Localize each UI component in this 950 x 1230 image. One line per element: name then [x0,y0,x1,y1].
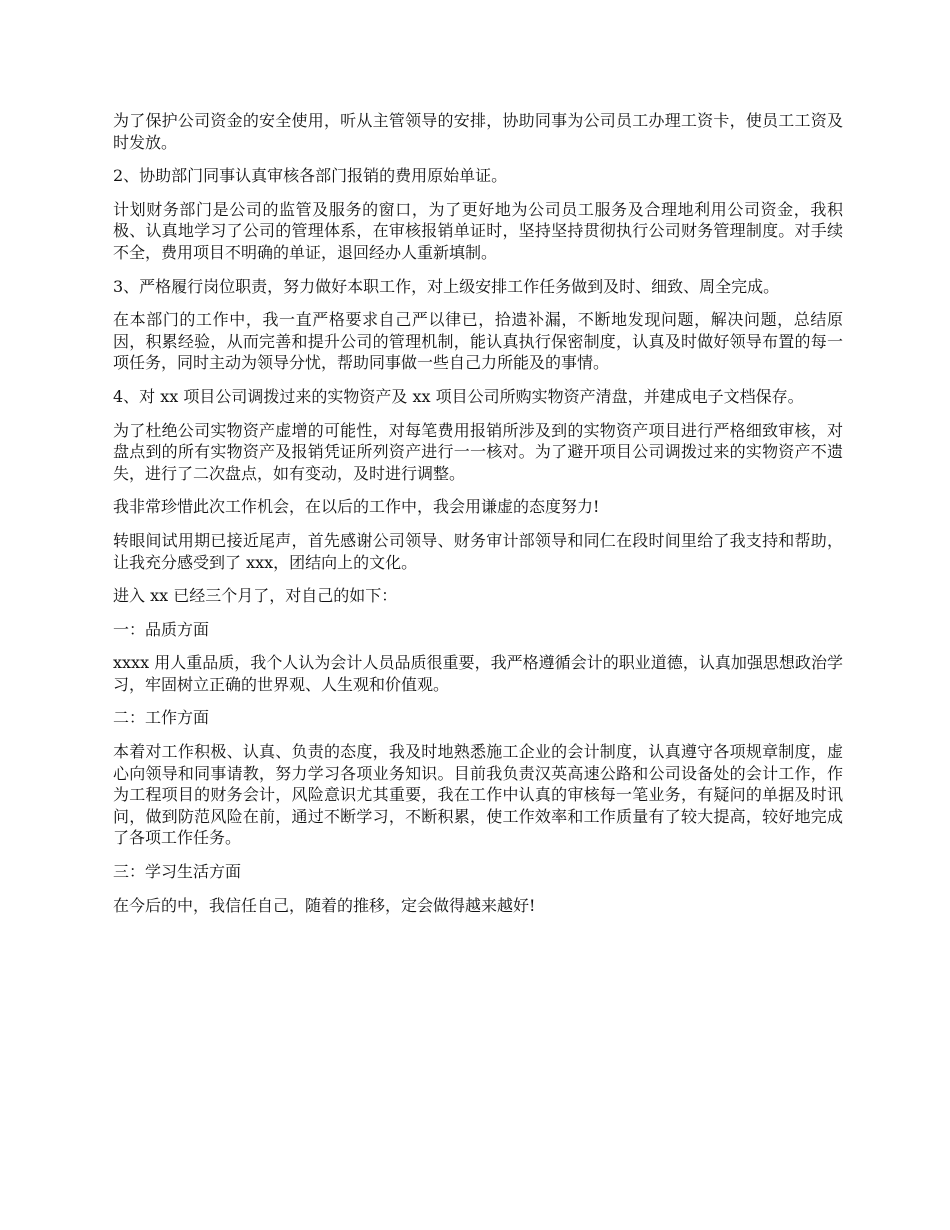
paragraph-asset-audit: 为了杜绝公司实物资产虚增的可能性，对每笔费用报销所涉及到的实物资产项目进行严格细致审核，对盘点到的所有实物资产及报销凭证所列资产进行一一核对。为了避开项目公司调拨过来的实物资产不遗失，进行了二次盘点，如有变动，及时进行调整。 [113,420,843,483]
paragraph-department-work: 在本部门的工作中，我一直严格要求自己严以律已，拾遗补漏，不断地发现问题，解决问题，总结原因，积累经验，从而完善和提升公司的管理机制，能认真执行保密制度，认真及时做好领导布置的每一项任务，同时主动为领导分忧，帮助同事做一些自己力所能及的事情。 [113,310,843,373]
document-page [113,110,843,928]
section-heading-work: 二：工作方面 [113,708,210,728]
paragraph-three-months: 进入 xx 已经三个月了，对自己的如下： [113,586,398,606]
paragraph-item-4-heading: 4、对 xx 项目公司调拨过来的实物资产及 xx 项目公司所购实物资产清盘，并建成电子文档保存。 [113,386,804,406]
paragraph-finance-window: 计划财务部门是公司的监管及服务的窗口，为了更好地为公司员工服务及合理地利用公司资金，我积极、认真地学习了公司的管理体系，在审核报销单证时，坚持坚持贯彻执行公司财务管理制度。对手续不全，费用项目不明确的单证，退回经办人重新填制。 [113,199,843,262]
section-heading-quality: 一：品质方面 [113,619,210,639]
paragraph-item-3-heading: 3、严格履行岗位职责，努力做好本职工作，对上级安排工作任务做到及时、细致、周全完成。 [113,276,780,296]
paragraph-item-2-heading: 2、协助部门同事认真审核各部门报销的费用原始单证。 [113,166,508,186]
paragraph-salary-card: 为了保护公司资金的安全使用，听从主管领导的安排，协助同事为公司员工办理工资卡，使员工工资及时发放。 [113,111,843,152]
paragraph-cherish-opportunity: 我非常珍惜此次工作机会，在以后的工作中，我会用谦虚的态度努力! [113,497,600,517]
paragraph-probation-thanks: 转眼间试用期已接近尾声，首先感谢公司领导、财务审计部领导和同仁在段时间里给了我支持和帮助，让我充分感受到了 xxx，团结向上的文化。 [113,530,843,572]
section-heading-study-life: 三：学习生活方面 [113,862,242,882]
paragraph-quality: xxxx 用人重品质，我个人认为会计人员品质很重要，我严格遵循会计的职业道德，认真加强思想政治学习，牢固树立正确的世界观、人生观和价值观。 [113,653,843,694]
paragraph-closing: 在今后的中，我信任自己，随着的推移，定会做得越来越好! [113,895,536,915]
paragraph-work: 本着对工作积极、认真、负责的态度，我及时地熟悉施工企业的会计制度，认真遵守各项规章制度，虚心向领导和同事请教，努力学习各项业务知识。目前我负责汉英高速公路和公司设备处的会计工作，作为工程项目的财务会计，风险意识尤其重要，我在工作中认真的审核每一笔业务，有疑问的单据及时讯问，做到防范风险在前，通过不断学习，不断积累，使工作效率和工作质量有了较大提高，较好地完成了各项工作任务。 [113,742,843,848]
